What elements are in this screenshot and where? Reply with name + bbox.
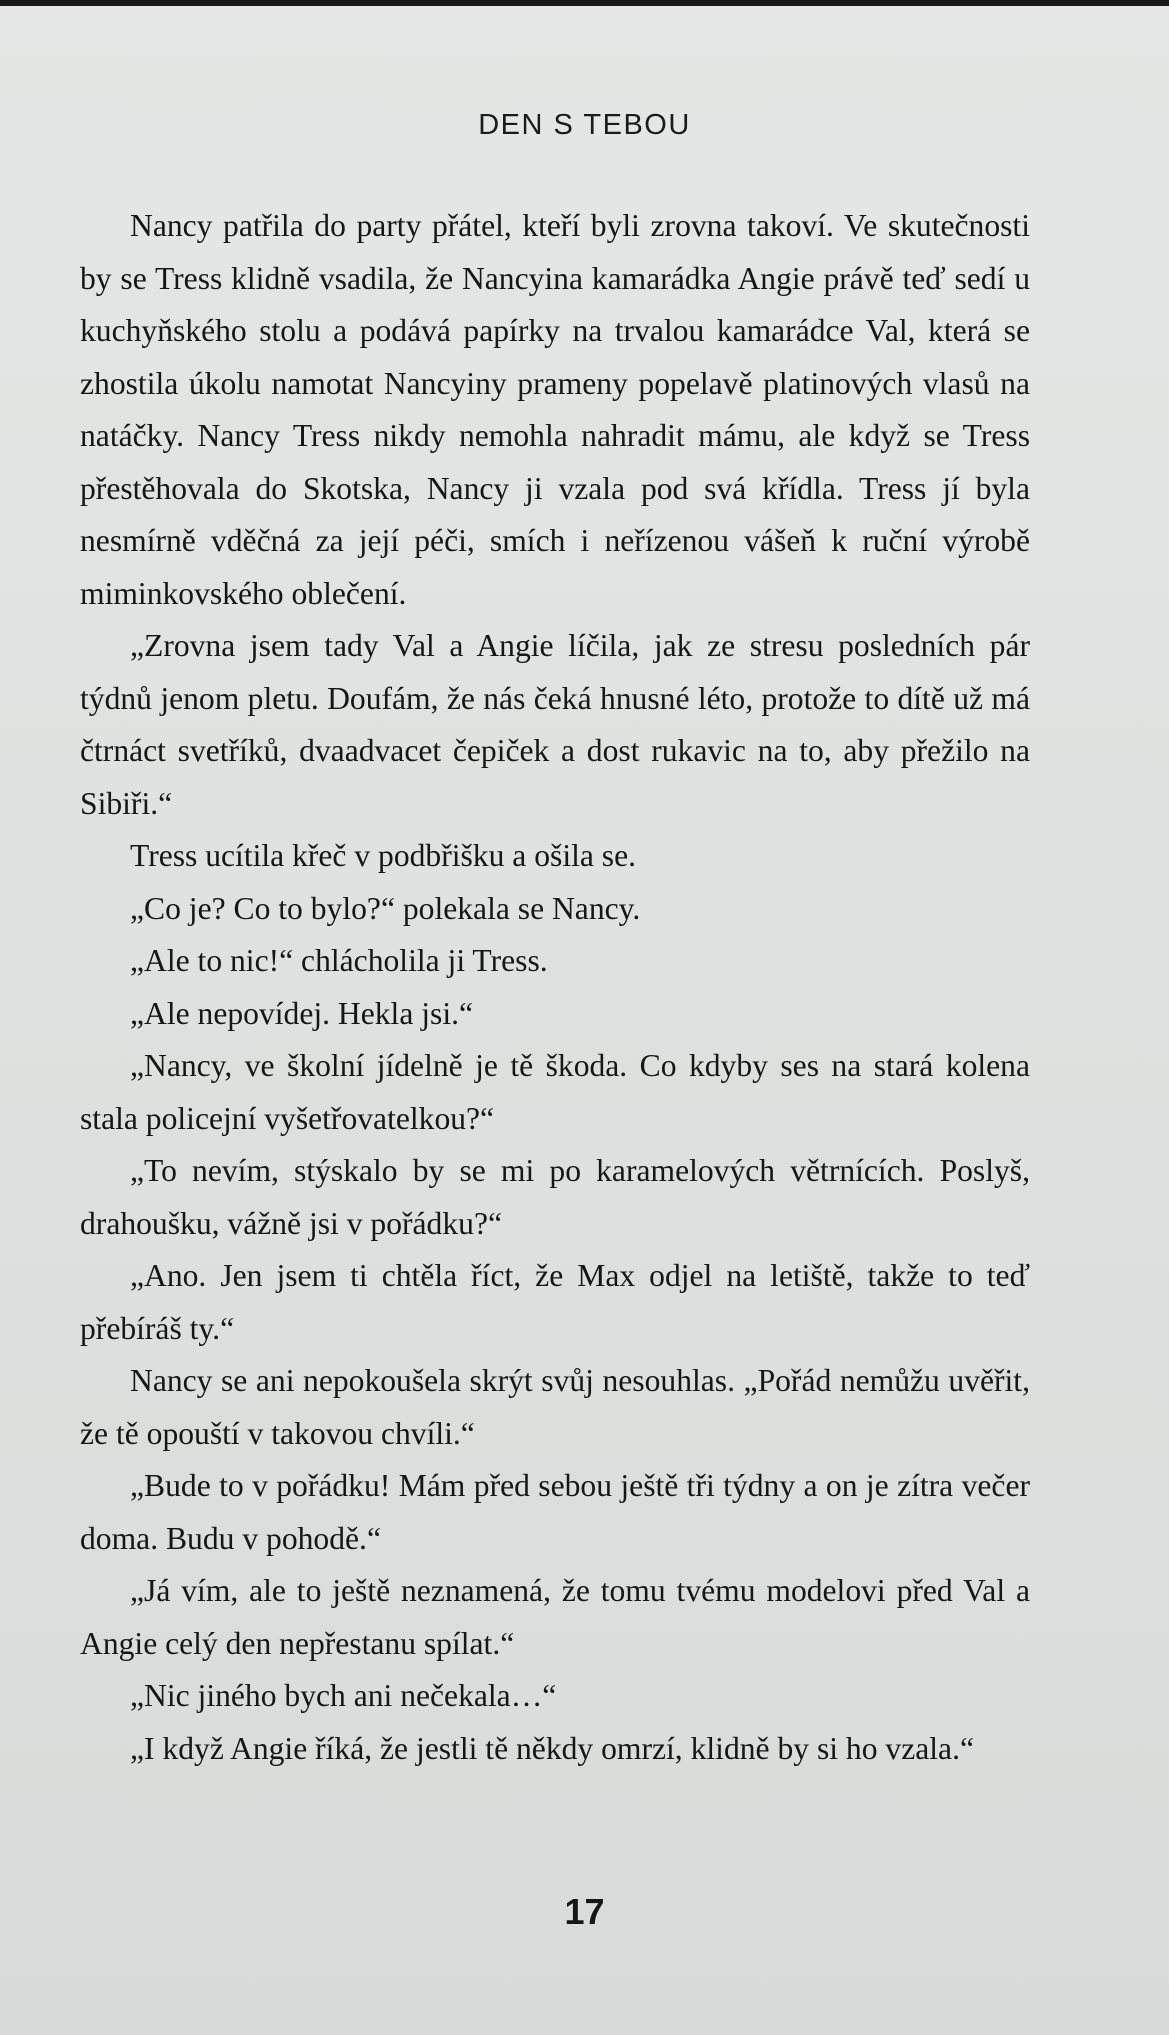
paragraph: „I když Angie říká, že jestli tě někdy omrzí, klidně by si ho vzala.“ — [130, 1730, 974, 1766]
paragraph: „Ale nepovídej. Hekla jsi.“ — [130, 995, 474, 1031]
paragraph: „To nevím, stýskalo by se mi po karamelových větrnících. Poslyš, drahoušku, vážně jsi v pořádku?“ — [80, 1153, 1030, 1241]
paragraph: „Já vím, ale to ještě neznamená, že tomu tvému modelovi před Val a Angie celý den nepřestanu spílat.“ — [80, 1573, 1030, 1661]
page-top-edge — [0, 0, 1169, 6]
paragraph: „Co je? Co to bylo?“ polekala se Nancy. — [130, 890, 641, 926]
paragraph: „Ale to nic!“ chlácholila ji Tress. — [130, 943, 548, 978]
page-number: 17 — [564, 1891, 605, 1932]
paragraph: „Zrovna jsem tady Val a Angie líčila, jak ze stresu posledních pár týdnů jenom pletu. Doufám, že nás čeká hnusné léto, protože to dítě už má čtrnáct svetříků, dvaadvacet čepiček a dost rukavic na to, aby přežilo na Sibiři.“ — [80, 628, 1030, 821]
paragraph: „Bude to v pořádku! Mám před sebou ještě tři týdny a on je zítra večer doma. Budu v pohodě.“ — [80, 1468, 1030, 1556]
paragraph: Tress ucítila křeč v podbřišku a ošila se. — [130, 838, 637, 873]
paragraph: Nancy patřila do party přátel, kteří byli zrovna takoví. Ve skutečnosti by se Tress klidně vsadila, že Nancyina kamarádka Angie právě teď sedí u kuchyňského stolu a podává papírky na trvalou kamarádce Val, která se zhostila úkolu namotat Nancyiny prameny popelavě platinových vlasů na natáčky. Nancy Tress nikdy nemohla nahradit mámu, ale když se Tress přestěhovala do Skotska, Nancy ji vzala pod svá křídla. Tress jí byla nesmírně vděčná za její péči, smích i neřízenou vášeň k ruční výrobě miminkovského oblečení. — [80, 208, 1030, 611]
body-text — [80, 200, 1030, 1775]
paragraph: „Ano. Jen jsem ti chtěla říct, že Max odjel na letiště, takže to teď přebíráš ty.“ — [80, 1258, 1030, 1346]
paragraph: „Nic jiného bych ani nečekala…“ — [130, 1678, 557, 1713]
paragraph: Nancy se ani nepokoušela skrýt svůj nesouhlas. „Pořád nemůžu uvěřit, že tě opouští v takovou chvíli.“ — [80, 1363, 1030, 1451]
running-head: DEN S TEBOU — [478, 109, 691, 141]
paragraph: „Nancy, ve školní jídelně je tě škoda. Co kdyby ses na stará kolena stala policejní vyšetřovatelkou?“ — [80, 1048, 1030, 1136]
